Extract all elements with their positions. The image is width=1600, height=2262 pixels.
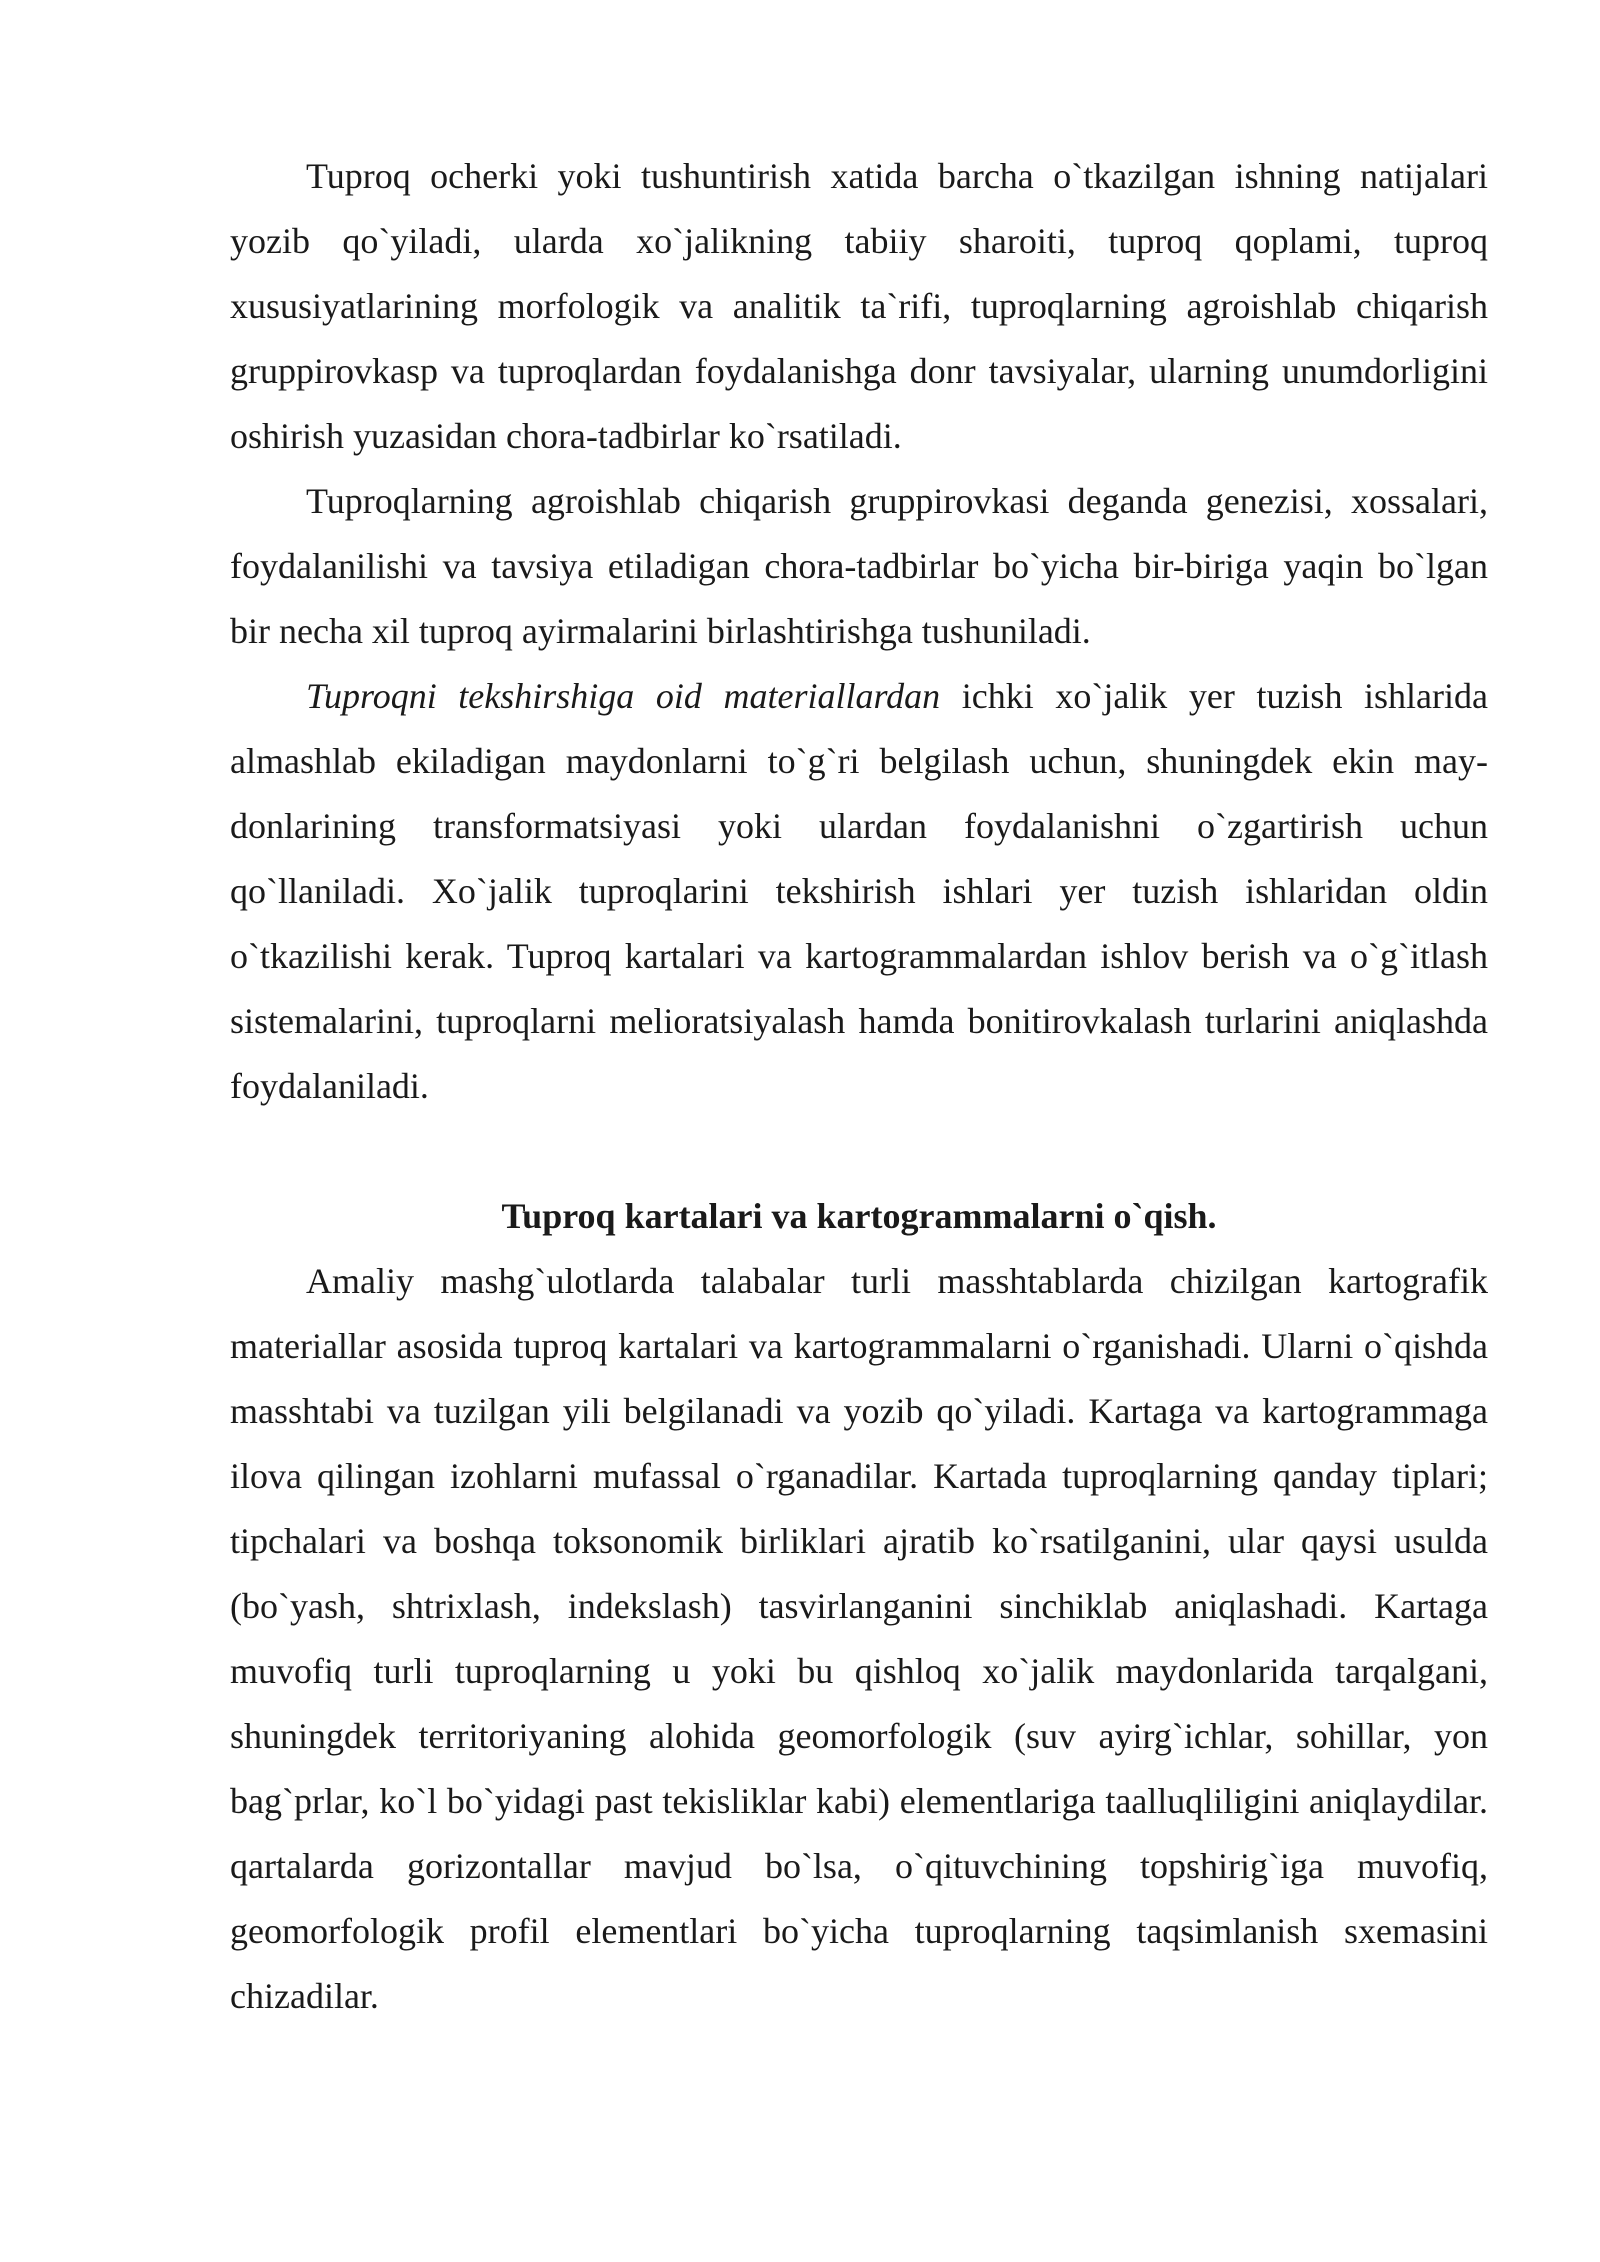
section-heading: Tuproq kartalari va kartogrammalarni o`qish. <box>501 1196 1217 1236</box>
paragraph-4-text: Amaliy mashg`ulotlarda talabalar turli masshtablarda chizilgan kartografik materiallar asosida tuproq kartalari va kartogrammalarni o`rganishadi. Ularni o`qishda masshtabi va tuzilgan yili belgilanadi va yozib qo`yiladi. Kartaga va kartogrammaga ilova qilingan izohlarni mufassal o`rganadilar. Kartada tuproqlarning qanday tiplari; tipchalari va boshqa toksonomik birliklari ajratib ko`rsatilganini, ular qaysi usulda (bo`yash, shtrixlash, indekslash) tasvirlanganini sinchiklab aniqlashadi. Kartaga muvofiq turli tuproqlarning u yoki bu qishloq xo`jalik maydonlarida tarqalgani, shuningdek territoriyaning alohida geomorfologik (suv ayirg`ichlar, sohillar, yon bag`prlar, ko`l bo`yidagi past tekisliklar kabi) elementlariga taalluqliligini aniqlaydilar. qartalarda gorizontallar mavjud bo`lsa, o`qituvchining topshirig`iga muvofiq, geomorfologik profil elementlari bo`yicha tuproqlarning taqsimlanish sxemasini chizadilar. <box>230 1261 1488 2016</box>
paragraph-3-italic-lead: Tuproqni tekshirshiga oid materiallardan <box>306 676 941 716</box>
paragraph-1 <box>230 144 1488 469</box>
paragraph-2-text: Tuproqlarning agroishlab chiqarish gruppirovkasi deganda genezisi, xossalari, foydalanilishi va tavsiya etiladigan chora-tadbirlar bo`yicha bir-biriga yaqin bo`lgan bir necha xil tuproq ayirmalarini birlashtirishga tushuniladi. <box>230 481 1488 651</box>
paragraph-3 <box>230 664 1488 1119</box>
paragraph-4 <box>230 1249 1488 2029</box>
document-page <box>230 144 1488 2029</box>
paragraph-3-text: ichki xo`jalik yer tuzish ishlarida almashlab ekiladigan maydonlarni to`g`ri belgilash uchun, shuningdek ekin may-donlarining transformatsiyasi yoki ulardan foydalanishni o`zgartirish uchun qo`llaniladi. Xo`jalik tuproqlarini tekshirish ishlari yer tuzish ishlaridan oldin o`tkazilishi kerak. Tuproq kartalari va kartogrammalardan ishlov berish va o`g`itlash sistemalarini, tuproqlarni melioratsiyalash hamda bonitirovkalash turlarini aniqlashda foydalaniladi. <box>230 676 1488 1106</box>
paragraph-2 <box>230 469 1488 664</box>
paragraph-1-text: Tuproq ocherki yoki tushuntirish xatida barcha o`tkazilgan ishning natijalari yozib qo`yiladi, ularda xo`jalikning tabiiy sharoiti, tuproq qoplami, tuproq xususiyatlarining morfologik va analitik ta`rifi, tuproqlarning agroishlab chiqarish gruppirovkasp va tuproqlardan foydalanishga donr tavsiyalar, ularning unumdorligini oshirish yuzasidan chora-tadbirlar ko`rsatiladi. <box>230 156 1488 456</box>
